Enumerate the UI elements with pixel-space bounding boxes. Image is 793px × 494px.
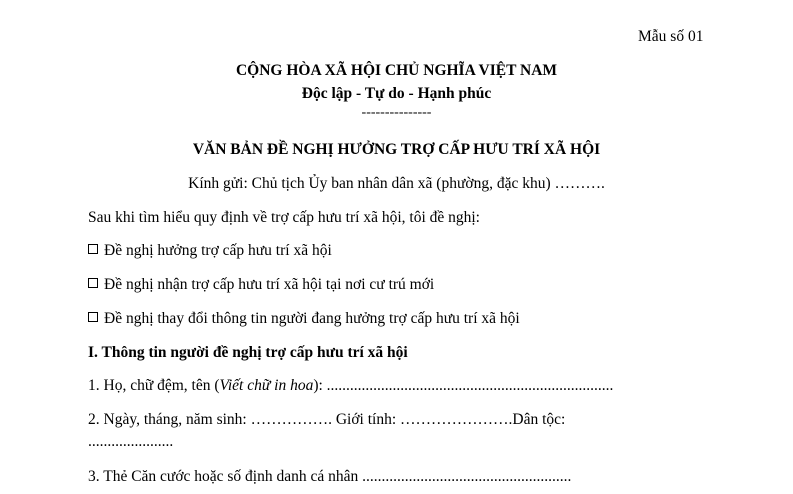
addressee: Kính gửi: Chủ tịch Ủy ban nhân dân xã (phường, đặc khu) ………. [188,175,605,192]
section-title: I. Thông tin người đề nghị trợ cấp hưu trí xã hội [88,344,408,361]
field-blank: ): .......................................................................... [313,377,614,394]
field-full-name[interactable] [88,378,613,394]
option-label: Đề nghị thay đổi thông tin người đang hưởng trợ cấp hưu trí xã hội [104,310,520,327]
field-birth-gender-ethnicity[interactable]: 2. Ngày, tháng, năm sinh: ……………. Giới tính: ………………….Dân tộc: [88,411,566,428]
country-header: CỘNG HÒA XÃ HỘI CHỦ NGHĨA VIỆT NAM [235,62,558,79]
option-receive-allowance[interactable] [88,243,332,259]
document-title: VĂN BẢN ĐỀ NGHỊ HƯỞNG TRỢ CẤP HƯU TRÍ XÃ HỘI [192,141,601,158]
option-label: Đề nghị nhận trợ cấp hưu trí xã hội tại nơi cư trú mới [104,276,435,293]
checkbox-icon[interactable] [88,278,98,288]
field-hint: Viết chữ in hoa [219,377,314,394]
field-id-card[interactable]: 3. Thẻ Căn cước hoặc số định danh cá nhân ...................................................... [88,468,572,485]
motto: Độc lập - Tự do - Hạnh phúc [301,85,492,102]
form-number: Mẫu số 01 [638,28,704,45]
field-label: 1. Họ, chữ đệm, tên ( [88,377,220,394]
checkbox-icon[interactable] [88,244,98,254]
header-divider: --------------- [361,105,432,120]
option-label: Đề nghị hưởng trợ cấp hưu trí xã hội [104,242,332,259]
field-ethnicity-blank[interactable]: ...................... [88,433,174,450]
option-change-info[interactable] [88,311,520,327]
intro-text: Sau khi tìm hiểu quy định về trợ cấp hưu trí xã hội, tôi đề nghị: [88,209,480,226]
checkbox-icon[interactable] [88,312,98,322]
option-new-residence[interactable] [88,277,434,293]
